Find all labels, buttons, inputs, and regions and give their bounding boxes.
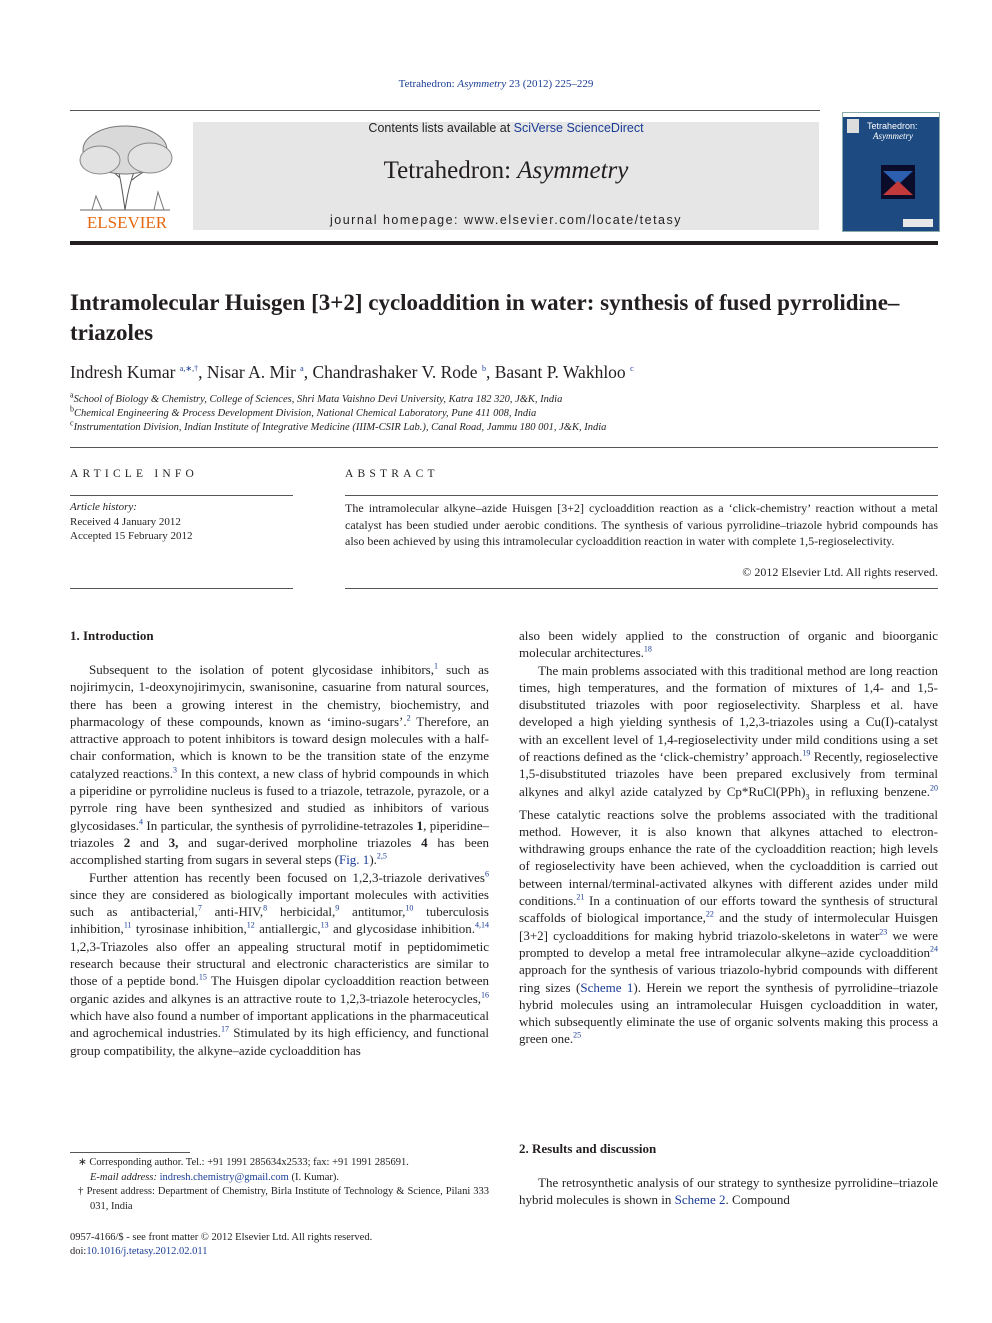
- section-heading-introduction: 1. Introduction: [70, 628, 154, 643]
- email-suffix: (I. Kumar).: [288, 1171, 339, 1183]
- footnotes: [70, 1156, 489, 1214]
- received-date: Received 4 January 2012: [70, 515, 181, 528]
- divider: [70, 495, 293, 496]
- divider: [345, 588, 938, 589]
- elsevier-tree-icon: [70, 118, 185, 233]
- divider: [70, 447, 938, 448]
- email-link[interactable]: indresh.chemistry@gmail.com: [159, 1171, 289, 1183]
- journal-citation[interactable]: [0, 78, 992, 90]
- affiliation-sup: a: [70, 390, 74, 400]
- affiliation: [70, 390, 940, 407]
- affiliation-sup: b: [70, 404, 74, 414]
- elsevier-logo: [70, 118, 185, 233]
- divider: [70, 588, 293, 589]
- history-label: Article history:: [70, 501, 137, 513]
- article-title: Intramolecular Huisgen [3+2] cycloaddition in water: synthesis of fused pyrrolidine–triazoles: [70, 290, 900, 345]
- email-label: E-mail address:: [90, 1171, 160, 1183]
- affiliation-text: Chemical Engineering & Process Development Division, National Chemical Laboratory, Pune 411 008, India: [74, 408, 537, 419]
- author-name[interactable]: Nisar A. Mir: [206, 362, 296, 382]
- issn-doi: [70, 1231, 489, 1259]
- affiliation-list: [70, 390, 940, 435]
- doi-link[interactable]: 10.1016/j.tetasy.2012.02.011: [86, 1246, 208, 1257]
- citation-volume[interactable]: 23 (2012) 225–229: [506, 78, 594, 90]
- body-column-left: [70, 661, 489, 1059]
- paragraph: The retrosynthetic analysis of our strategy to synthesize pyrrolidine–triazole hybrid molecules is shown in Scheme 2. Compound: [519, 1175, 938, 1208]
- author-list: Indresh Kumar $^{a,∗,\dagger}$, Nisar A. Mir $^a$, Chandrashaker V. Rode $^b$, Basant P. Wakhloo $^c$: [70, 362, 634, 382]
- sciencedirect-link[interactable]: SciVerse ScienceDirect: [513, 121, 644, 135]
- affiliation-text: Instrumentation Division, Indian Institute of Integrative Medicine (IIIM-CSIR Lab.), Canal Road, Jammu 180 001, J&K, India: [73, 422, 607, 433]
- corresponding-author-note: ∗ Corresponding author. Tel.: +91 1991 285634x2533; fax: +91 1991 285691.: [78, 1157, 409, 1168]
- affiliation: [70, 404, 940, 421]
- email-note: [70, 1171, 489, 1186]
- author-sup[interactable]: a: [300, 364, 304, 374]
- header-rule: [70, 110, 820, 111]
- citation-journal-italic[interactable]: Asymmetry: [457, 78, 507, 90]
- affiliation-text: School of Biology & Chemistry, College of Sciences, Shri Mata Vaishno Devi University, Katra 182 320, J&K, India: [73, 394, 563, 405]
- contents-prefix: Contents lists available at: [368, 121, 514, 135]
- divider: [345, 495, 938, 496]
- article-history: [70, 500, 293, 544]
- present-address-note: † Present address: Department of Chemistry, Birla Institute of Technology & Science, Pilani 333 031, India: [78, 1186, 489, 1212]
- paragraph: The main problems associated with this traditional method are long reaction times, high temperatures, and the formation of mixtures of 1,4- and 1,5-disubstituted triazoles with poor regioselectivity. Sharpless et al. have developed a high yielding synthesis of 1,2,3-triazoles using a Cu(I)-catalyst with an excellent level of 1,4-regioselectivity under mild conditions using a set of reactions defined as the ‘click-chemistry’ approach.$^{19}$ Recently, regioselective 1,5-disubstituted triazoles have been prepared exclusively from terminal alkynes and alkyl azide catalyzed by $Cp*RuCl(PPh)_3$ in refluxing benzene.$^{20}$ These catalytic reactions solve the problems associated with the traditional method. However, it is also known that alkynes attached to electron-withdrawing groups enhance the rate of the cycloaddition reaction; high levels of regioselectivity have been achieved, when the cycloaddition is carried out between internal/terminal-activated alkynes with different azides under mild conditions.$^{21}$ In a continuation of our efforts toward the synthesis of structural scaffolds of biological importance,$^{22}$ and the study of intermolecular Huisgen [3+2] cycloadditions for making hybrid triazolo-skeletons in water$^{23}$ we were prompted to develop a metal free intramolecular alkyne–azide cycloaddition$^{24}$ approach for the synthesis of various triazolo-hybrid compounds with different ring sizes (Scheme 1). Herein we report the synthesis of pyrrolidine–triazole hybrid molecules using an intramolecular Huisgen cycloaddition in water, which subsequently eliminate the use of organic solvents making this process a green one.$^{25}$: [519, 662, 939, 1047]
- paragraph: also been widely applied to the construction of organic and bioorganic molecular architectures.$^{18}$: [519, 628, 938, 661]
- article-info-heading: ARTICLE INFO: [70, 468, 198, 480]
- contents-availability: [193, 121, 819, 135]
- author-sup[interactable]: b: [481, 364, 486, 374]
- journal-title-plain: Tetrahedron:: [383, 157, 518, 184]
- journal-title-italic: Asymmetry: [517, 157, 629, 184]
- journal-cover: [842, 112, 940, 232]
- cover-subtitle: Asymmetry: [873, 131, 913, 141]
- abstract-copyright: © 2012 Elsevier Ltd. All rights reserved.: [742, 565, 938, 579]
- author-sup[interactable]: c: [630, 364, 634, 374]
- author-name[interactable]: Indresh Kumar: [70, 362, 176, 382]
- doi-line: [70, 1245, 489, 1259]
- citation-journal[interactable]: Tetrahedron:: [398, 78, 458, 90]
- affiliation-sup: c: [70, 418, 74, 428]
- journal-title: [193, 157, 819, 185]
- author-sup[interactable]: a,∗,†: [179, 364, 199, 374]
- header-thick-rule: [70, 241, 938, 245]
- issn-line: 0957-4166/$ - see front matter © 2012 Elsevier Ltd. All rights reserved.: [70, 1232, 373, 1243]
- body-column-right-continued: [519, 1174, 938, 1209]
- footnote-rule: [70, 1152, 190, 1153]
- accepted-date: Accepted 15 February 2012: [70, 530, 193, 542]
- abstract-text: The intramolecular alkyne–azide Huisgen [3+2] cycloaddition reaction as a ‘click-chemistry’ reaction without a metal catalyst has been studied under aerobic conditions. The synthesis of various pyrrolidine–triazole hybrid compounds has also been achieved by using this intramolecular cycloaddition reaction in water with complete 1,5-regioselectivity.: [345, 501, 938, 548]
- elsevier-wordmark: ELSEVIER: [86, 213, 168, 232]
- paragraph: Further attention has recently been focused on 1,2,3-triazole derivatives$^6$ since they are considered as biologically important molecules with activities such as antibacterial,$^7$ anti-HIV,$^8$ herbicidal,$^9$ antitumor,$^{10}$ tuberculosis inhibition,$^{11}$ tyrosinase inhibition,$^{12}$ antiallergic,$^{13}$ and glycosidase inhibition.$^{4,14}$ 1,2,3-Triazoles also offer an appealing structural motif in peptidomimetic research because their structural and electronic characteristics are similar to those of a peptide bond.$^{15}$ The Huisgen dipolar cycloaddition reaction between organic azides and alkynes is an attractive route to 1,2,3-triazole heterocycles,$^{16}$ which have also found a number of important applications in the pharmaceutical and agrochemical industries.$^{17}$ Stimulated by its high efficiency, and functional group compatibility, the alkyne–azide cycloaddition has: [70, 869, 489, 1058]
- paragraph: Subsequent to the isolation of potent glycosidase inhibitors,$^1$ such as nojirimycin, 1-deoxynojirimycin, swanisonine, casuarine from natural sources, there has been a growing interest in the chemistry, biochemistry, and pharmacology of these compounds, known as ‘imino-sugars’.$^2$ Therefore, an attractive approach to potent inhibitors is toward design molecules with a half-chair conformation, which is known to be the transition state of the enzyme catalyzed reactions.$^3$ In this context, a new class of hybrid compounds in which a piperidine or pyrrolidine nucleus is fused to a triazole, tetrazole, pyrazole, or a pyrrole ring have been synthesized and studied as inhibitors of various glycosidases.$^4$ In particular, the synthesis of pyrrolidine-tetrazoles 1, piperidine–triazoles 2 and 3, and sugar-derived morpholine triazoles 4 has been accomplished starting from sugars in several steps (Fig. 1).$^{2,5}$: [70, 661, 489, 868]
- cover-title: Tetrahedron:: [867, 121, 918, 131]
- body-column-right: [519, 627, 938, 1048]
- journal-cover-image: [843, 113, 939, 231]
- section-heading-results: 2. Results and discussion: [519, 1141, 657, 1156]
- author-name[interactable]: Chandrashaker V. Rode: [312, 362, 478, 382]
- doi-label: doi:: [70, 1246, 87, 1257]
- affiliation: [70, 418, 940, 435]
- abstract-heading: ABSTRACT: [345, 468, 439, 480]
- journal-homepage[interactable]: journal homepage: www.elsevier.com/locate/tetasy: [329, 213, 682, 227]
- author-name[interactable]: Basant P. Wakhloo: [494, 362, 626, 382]
